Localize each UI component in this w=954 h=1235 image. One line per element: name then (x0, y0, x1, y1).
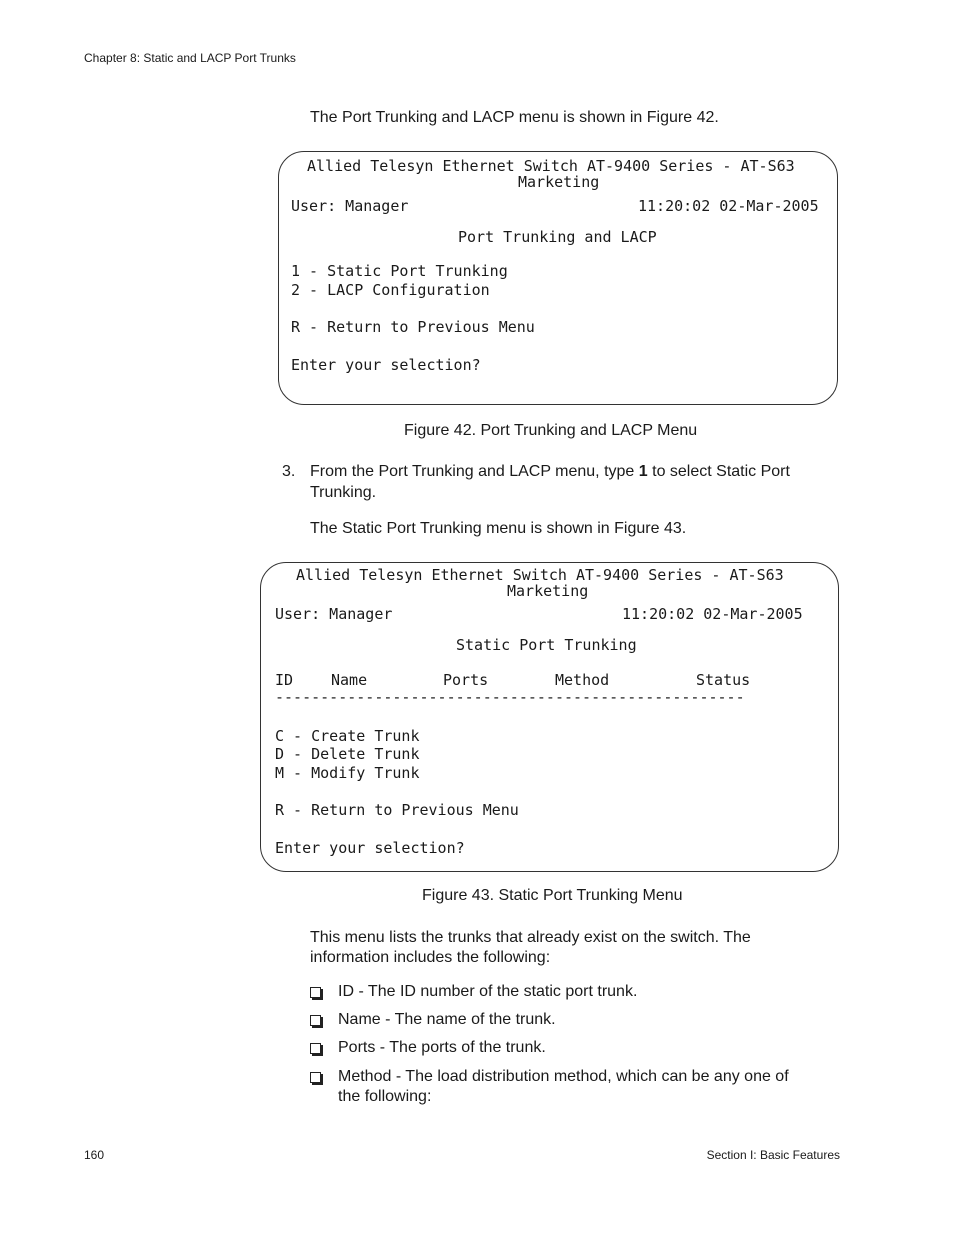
fig42-option-2: 2 - LACP Configuration (291, 281, 490, 299)
bullet-item: ID - The ID number of the static port trunk. (338, 983, 638, 1000)
step-3-line-1 (310, 462, 790, 482)
fig43-option-d: D - Delete Trunk (275, 745, 420, 763)
checkbox-bullet-icon (310, 1043, 321, 1054)
step-number: 3. (282, 463, 296, 480)
figure-43-caption: Figure 43. Static Port Trunking Menu (422, 887, 683, 904)
section-footer: Section I: Basic Features (706, 1148, 840, 1162)
fig42-prompt: Enter your selection? (291, 356, 481, 374)
fig42-user: User: Manager (291, 197, 409, 215)
fig43-option-m: M - Modify Trunk (275, 764, 420, 782)
fig43-col-status: Status (696, 671, 751, 689)
checkbox-bullet-icon (310, 1015, 321, 1026)
checkbox-bullet-icon (310, 1072, 321, 1083)
paragraph-line-1: This menu lists the trunks that already exist on the switch. The (310, 929, 751, 946)
fig43-menu-title: Static Port Trunking (456, 636, 637, 654)
fig43-col-name: Name (331, 671, 368, 689)
intro-text-1: The Port Trunking and LACP menu is shown in Figure 42. (310, 109, 719, 126)
fig42-option-1: 1 - Static Port Trunking (291, 262, 508, 280)
fig42-menu-title: Port Trunking and LACP (458, 228, 657, 246)
fig43-banner-line2: Marketing (507, 582, 589, 600)
fig43-col-method: Method (555, 671, 610, 689)
bullet-item: Name - The name of the trunk. (338, 1011, 556, 1028)
fig43-col-id: ID (275, 671, 294, 689)
bullet-item-continuation: the following: (338, 1088, 432, 1105)
fig43-option-c: C - Create Trunk (275, 727, 420, 745)
figure-42-caption: Figure 42. Port Trunking and LACP Menu (404, 422, 698, 439)
fig42-banner-line1: Allied Telesyn Ethernet Switch AT-9400 Series - AT-S63 (307, 157, 795, 175)
fig43-divider: ---------------------------------------------------- (275, 688, 745, 706)
fig43-user: User: Manager (275, 605, 393, 623)
step-3-key: 1 (638, 463, 648, 480)
page-number: 160 (84, 1148, 105, 1162)
fig42-option-r: R - Return to Previous Menu (291, 318, 535, 336)
running-header: Chapter 8: Static and LACP Port Trunks (84, 51, 296, 65)
step-3-text-b: to select Static Port (647, 463, 790, 480)
bullet-item: Method - The load distribution method, which can be any one of (338, 1068, 789, 1085)
paragraph-line-2: information includes the following: (310, 949, 551, 966)
checkbox-bullet-icon (310, 987, 321, 998)
step-3-text-a: From the Port Trunking and LACP menu, type (310, 463, 639, 480)
fig43-banner-line1: Allied Telesyn Ethernet Switch AT-9400 Series - AT-S63 (296, 566, 784, 584)
bullet-item: Ports - The ports of the trunk. (338, 1039, 546, 1056)
fig42-timestamp: 11:20:02 02-Mar-2005 (638, 197, 819, 215)
intro-text-2: The Static Port Trunking menu is shown in Figure 43. (310, 520, 687, 537)
fig43-timestamp: 11:20:02 02-Mar-2005 (622, 605, 803, 623)
fig43-col-ports: Ports (443, 671, 489, 689)
fig43-option-r: R - Return to Previous Menu (275, 801, 519, 819)
step-3-line-2: Trunking. (310, 484, 377, 501)
fig42-banner-line2: Marketing (518, 173, 600, 191)
fig43-prompt: Enter your selection? (275, 839, 465, 857)
